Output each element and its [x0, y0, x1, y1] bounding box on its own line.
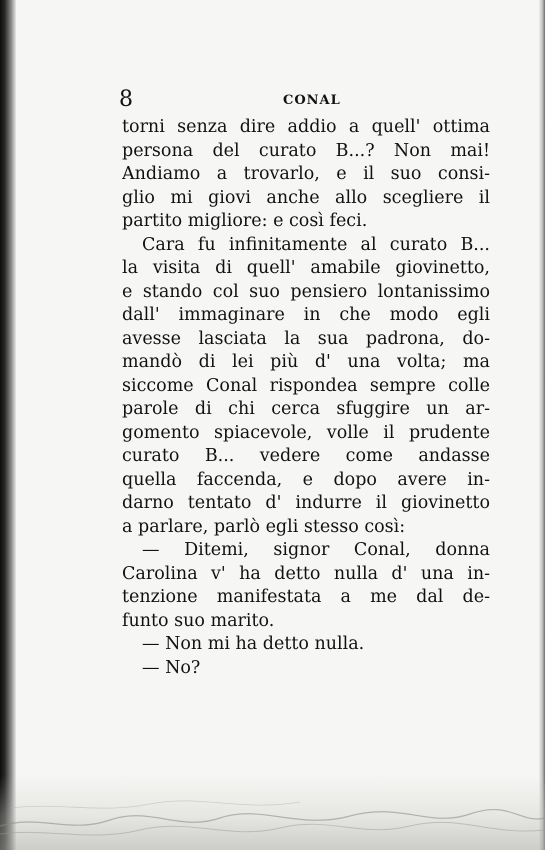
text-line: mandò di lei più d' una volta; ma — [122, 352, 490, 372]
text-line: a parlare, parlò egli stesso così: — [122, 516, 406, 537]
page-header — [0, 88, 545, 114]
text-line: darno tentato d' indurre il giovinetto — [122, 493, 490, 513]
text-line: parole di chi cerca sfuggire un ar- — [122, 399, 490, 419]
text-line: Carolina v' ha detto nulla d' una in- — [122, 563, 490, 584]
body-text — [122, 116, 490, 680]
text-line: — Ditemi, signor Conal, donna — [142, 540, 490, 560]
text-line: funto suo marito. — [122, 610, 275, 631]
page-edge-shadow — [539, 0, 545, 850]
text-line: — No? — [142, 657, 201, 678]
text-line: Andiamo a trovarlo, e il suo consi- — [122, 164, 490, 184]
text-line: Cara fu infinitamente al curato B... — [142, 234, 490, 255]
text-line: la visita di quell' amabile giovinetto, — [122, 258, 490, 278]
page-number: 8 — [119, 87, 133, 112]
text-line: torni senza dire addio a quell' ottima — [122, 117, 490, 137]
text-line: dall' immaginare in che modo egli — [122, 305, 490, 325]
paper-wear-marks — [0, 784, 545, 844]
text-line: quella faccenda, e dopo avere in- — [122, 469, 490, 490]
page-gutter-shadow — [0, 0, 16, 850]
text-line: partito migliore: e così feci. — [122, 211, 368, 231]
text-line: gomento spiacevole, volle il prudente — [122, 422, 490, 443]
text-line: tenzione manifestata a me dal de- — [122, 587, 490, 607]
text-line: curato B... vedere come andasse — [122, 446, 490, 466]
text-line: glio mi giovi anche allo scegliere il — [122, 187, 490, 208]
text-line: persona del curato B...? Non mai! — [122, 140, 490, 161]
text-line: siccome Conal rispondea sempre colle — [122, 375, 490, 396]
text-line: e stando col suo pensiero lontanissimo — [122, 281, 490, 302]
text-line: avesse lasciata la sua padrona, do- — [122, 328, 490, 349]
running-title: CONAL — [283, 93, 341, 108]
text-line: — Non mi ha detto nulla. — [142, 634, 365, 654]
